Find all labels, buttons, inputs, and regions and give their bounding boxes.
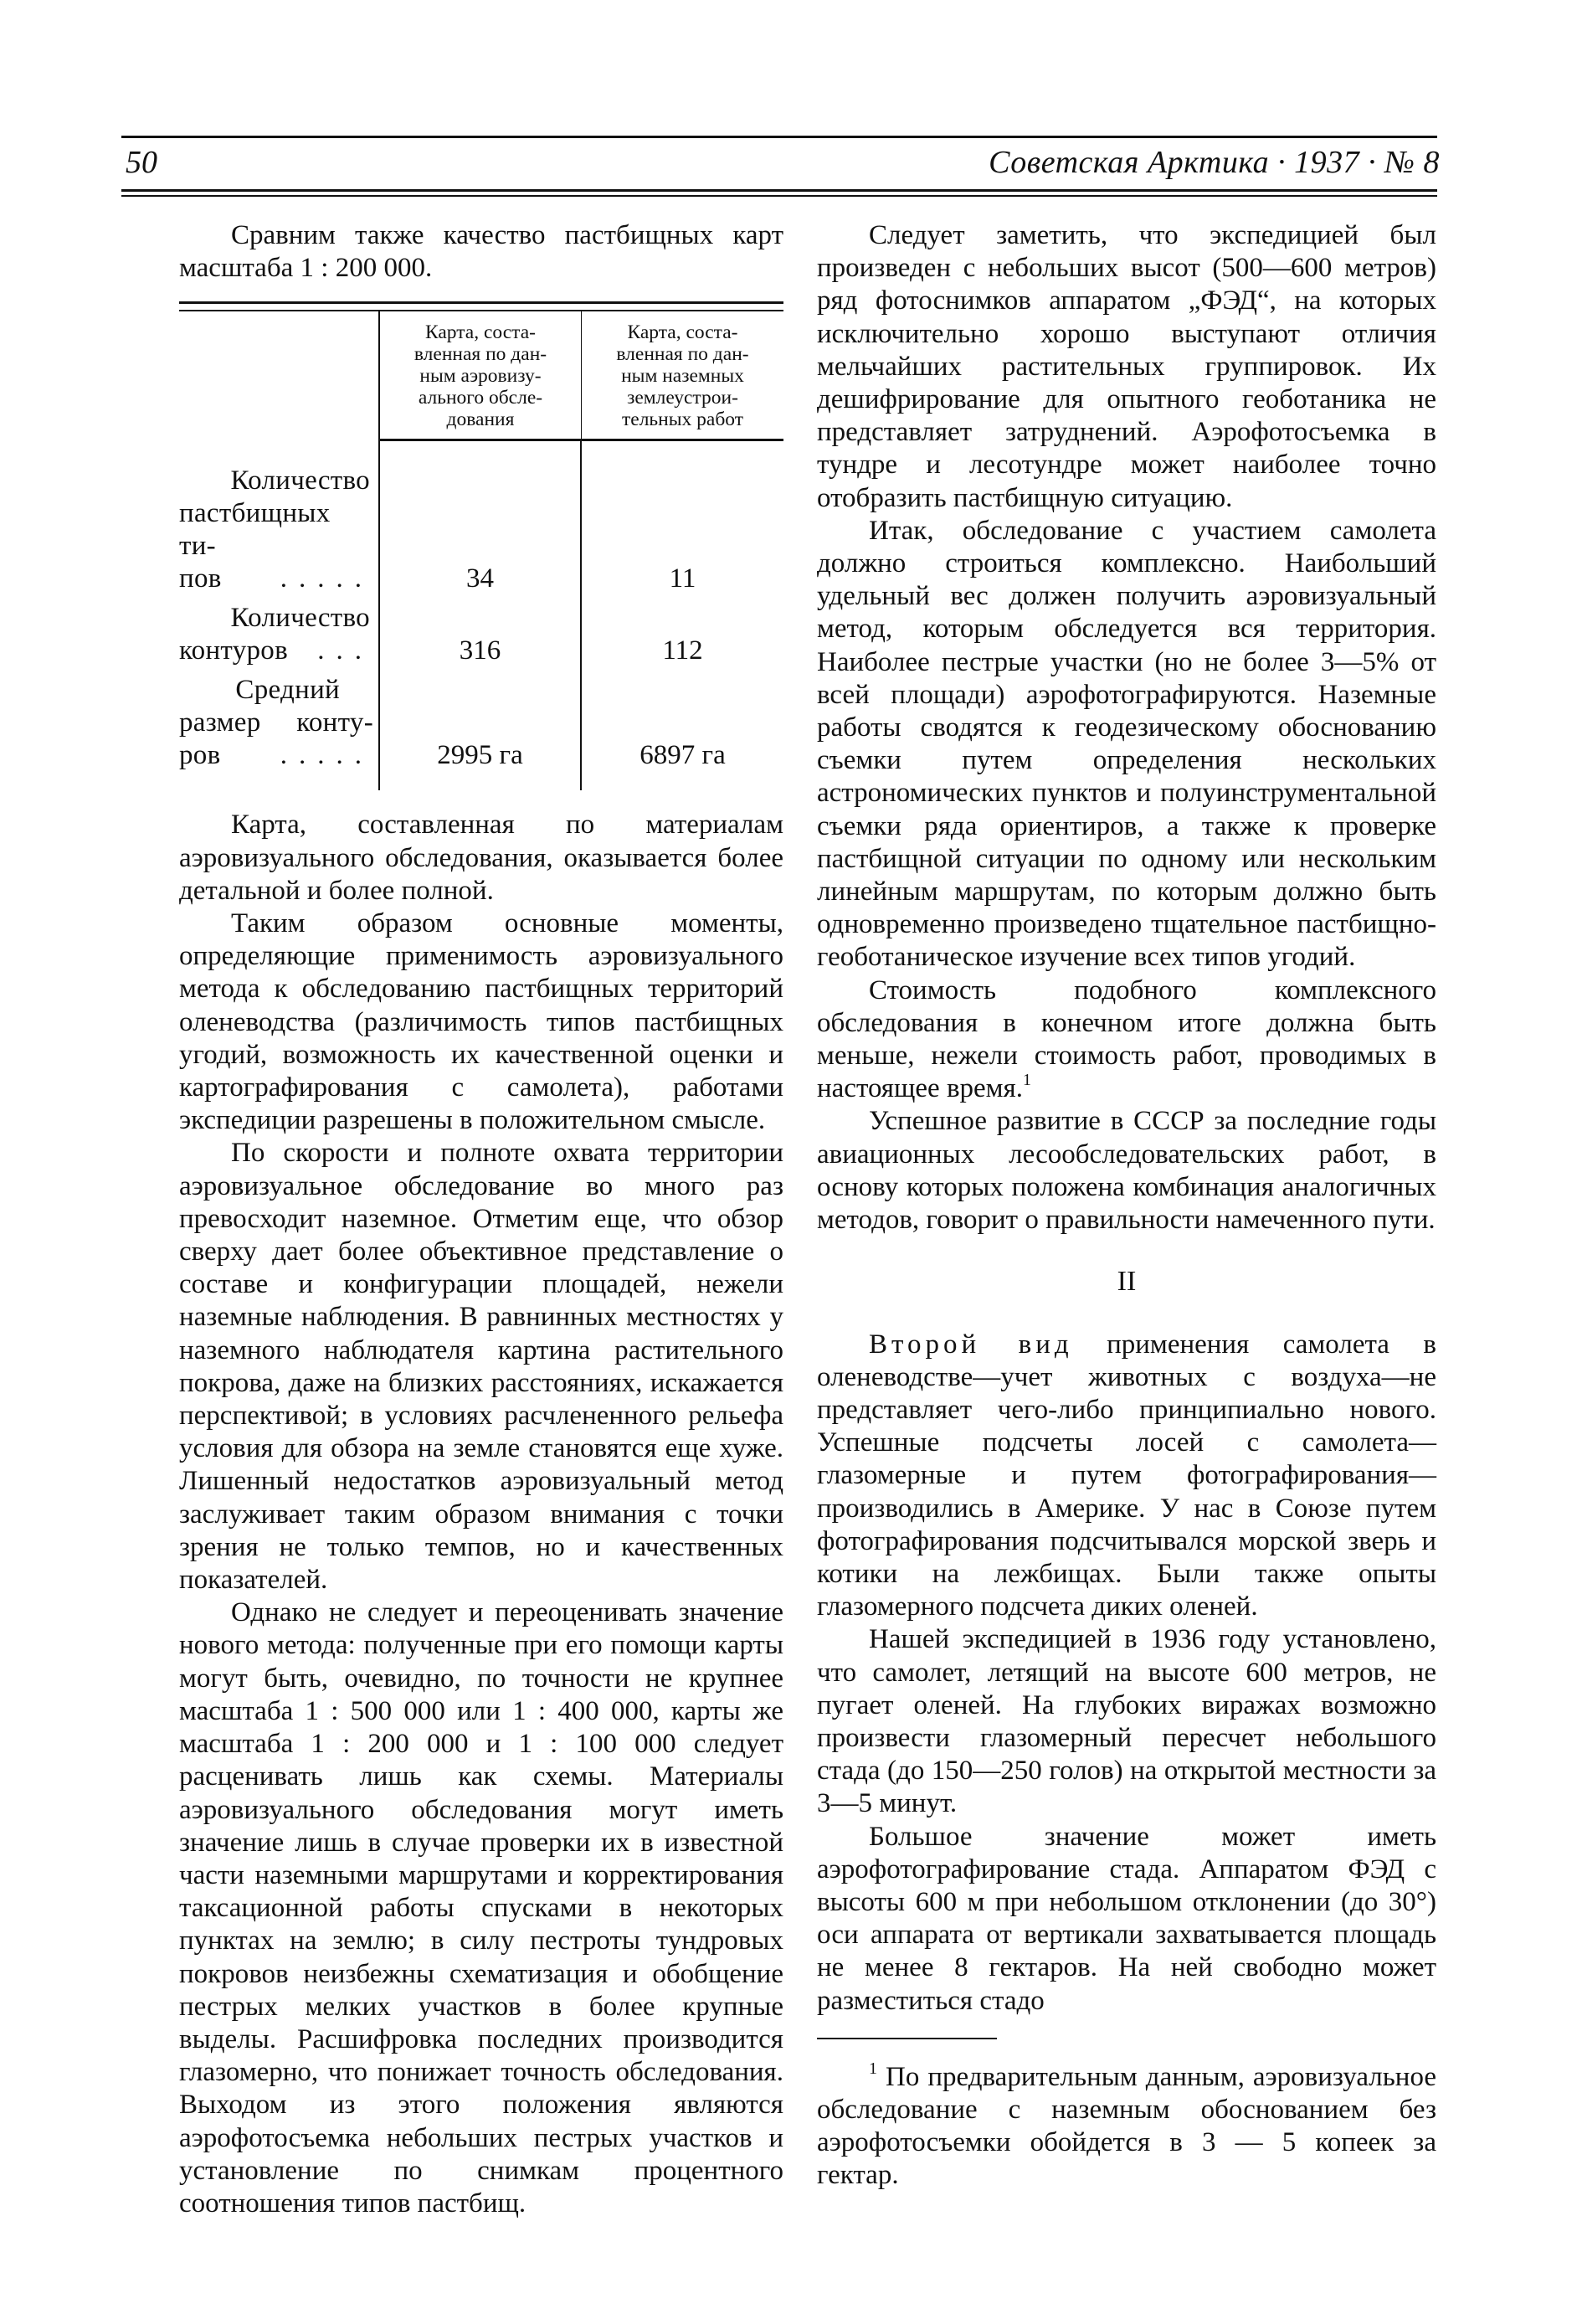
paragraph-text: применения самолета в оленеводстве—учет животных с воздуха—не представляет чего-либо принципиально нового. Успешные подсчеты лосей с самолета—глазомерные и путем фотографирования—производились в Америке. У нас в Союзе путем фотографирования подсчитывался морской зверь и котики на лежбищах. Были также опыты глазомерного подсчета диких оленей. [817,1329,1436,1622]
label-line: контуров [179,635,288,666]
leader-dots: ..... [280,740,373,771]
label-line: размер конту- [179,707,373,738]
leader-dots: ..... [280,563,373,594]
table-grid [179,311,783,790]
header-bottom-rule-2 [121,195,1437,197]
table-cell: 112 [662,635,703,666]
table-cell: 316 [380,602,582,667]
header-bottom-rule [121,189,1437,192]
table-cell: 11 [669,563,696,594]
table-cell: 6897 га [639,740,726,771]
table-spacer [380,667,582,674]
body-paragraph: Однако не следует и переоценивать значение нового метода: полученные при его помощи карты могут быть, очевидно, по точности не крупнее масштаба 1 : 500 000 или 1 : 400 000, карты же масштаба 1 : 200 000 и 1 : 100 000 следует расценивать лишь как схемы. Материалы аэровизуального обследования могут иметь значение лишь в случае проверки их в известной части наземными маршрутами и корректирования таксационной работы спусками в некоторых пунктах на землю; в силу пестроты тундровых покровов неизбежны схематизация и обобщение пестрых мелких участков в более крупные выделы. Расшифровка последних производится глазомерно, что понижает точность обследования. Выходом из этого положения являются аэрофотосъемка небольших пестрых участков и установление по снимкам процентного соотношения типов пастбищ. [179,1597,783,2219]
body-paragraph: Нашей экспедицией в 1936 году установлено, что самолет, летящий на высоте 600 метров, не пугает оленей. На глубоких виражах возможно произвести глазомерный пересчет небольшого стада (до 150—250 голов) на открытой местности за 3—5 минут. [817,1624,1436,1819]
page-number: 50 [126,145,157,180]
table-header-ground [582,311,783,441]
body-paragraph: Следует заметить, что экспедицией был произведен с небольших высот (500—600 метров) ряд фотоснимков аппаратом „ФЭД“, на которых исключительно хорошо выступают отличия мельчайших растительных группировок. Их дешифрирование для опытного геоботаника не представляет затруднений. Аэрофотосъемка в тундре и лесотундре может наиболее точно отобразить пастбищную ситуацию. [817,220,1436,513]
table-row-label [179,602,380,667]
table-spacer [380,441,582,465]
body-paragraph: По скорости и полноте охвата территории аэровизуальное обследование во много раз превосходит наземное. Отметим еще, что обзор сверху дает более объективное представление о составе и конфигурации площадей, нежели наземные наблюдения. В равнинных местностях у наземного наблюдателя картина растительного покрова, даже на близких расстояниях, искажается перспективой; в условиях расчлененного рельефа условия для обзора на земле становятся еще хуже. Лишенный недостатков аэровизуальный метод заслуживает таким образом внимания с точки зрения не только темпов, но и качественных показателей. [179,1138,783,1596]
header-line: Карта, соста- [627,321,738,344]
label-line: пов [179,563,222,594]
label-last-line [179,635,373,667]
header-line: Карта, соста- [425,321,536,344]
label-last-line [179,563,373,595]
header-line: тельных работ [622,409,743,431]
table-spacer [179,772,380,790]
label-last-line [179,739,373,772]
table-spacer [582,667,783,674]
footnote-rule [817,2038,997,2039]
header-top-rule [121,136,1437,138]
body-paragraph: Таким образом основные моменты, определяющие применимость аэровизуального метода к обследованию пастбищных территорий оленеводства (различимость типов пастбищных угодий, возможность их качественной оценки и картографирования с самолета), работами экспедиции разрешены в положительном смысле. [179,908,783,1136]
table-header-aerovisual [380,311,582,441]
header-line: вленная по дан- [413,343,547,366]
table-spacer [179,595,380,602]
table-spacer [582,772,783,790]
header-line: землеустрои- [627,387,738,409]
footnote-body: По предварительным данным, аэровизуальное обследование с наземным обоснованием без аэрофотосъемки обойдется в 3 — 5 копеек за гектар. [817,2061,1436,2191]
footnote-text [817,2061,1436,2193]
table-cell: 34 [380,465,582,595]
table-spacer [179,441,380,465]
footnote-reference[interactable]: 1 [1023,1071,1031,1090]
table-cell: 2995 га [380,674,582,772]
paragraph-text: Стоимость подобного комплексного обследования в конечном итоге должна быть меньше, нежели стоимость работ, проводимых в настоящее время. [817,974,1436,1104]
table-row-label [179,465,380,595]
body-paragraph: Успешное развитие в СССР за последние годы авиационных лесообследовательских работ, в основу которых положена комбинация аналогичных методов, говорит о правильности намеченного пути. [817,1106,1436,1236]
journal-title: Советская Арктика · 1937 · № 8 [989,145,1440,180]
table-header-stub [179,311,380,441]
table-row-label [179,674,380,772]
header-line: ального обсле- [418,387,543,409]
body-paragraph: Итак, обследование с участием самолета должно строиться комплексно. Наибольший удельный вес должен получить аэровизуальный метод, которым обследуется вся территория. Наиболее пестрые участки (но не более 3—5% от всей площади) аэрофотографируются. Наземные работы сводятся к геодезическому обоснованию съемки путем определения нескольких астрономических пунктов и полуинструментальной съемки ряда ориентиров, а также к проверке пастбищной ситуации по одному или нескольким линейным маршрутам, по которым должно быть одновременно произведено тщательное пастбищно-геоботаническое изучение всех типов угодий. [817,515,1436,973]
leader-dots: ... [317,635,373,666]
table-spacer [380,595,582,602]
header-line: ным аэровизу- [419,365,542,388]
table-spacer [582,441,783,465]
spaced-lead-words: Второй вид [869,1329,1073,1360]
comparison-table [179,301,783,790]
table-top-rule [179,301,783,304]
section-heading: II [1117,1266,1137,1298]
label-line: пастбищных ти- [179,498,331,562]
body-paragraph: Карта, составленная по материалам аэровизуального обследования, оказывается более детальной и более полной. [179,810,783,906]
header-line: ным наземных [621,365,744,388]
header-line: дования [446,409,515,431]
label-line: Количество [230,465,370,496]
header-line: вленная по дан- [616,343,749,366]
footnote-marker: 1 [869,2059,877,2078]
label-line: Количество [230,603,370,634]
table-spacer [179,667,380,674]
left-column [179,219,783,2220]
body-paragraph [817,1329,1436,1624]
footnote [817,2061,1436,2193]
body-paragraph [817,974,1436,1106]
label-line: ров [179,740,221,771]
intro-paragraph: Сравним также качество пастбищных карт масштаба 1 : 200 000. [179,220,783,284]
label-line: Средний [235,675,340,706]
table-spacer [380,772,582,790]
table-spacer [582,595,783,602]
body-paragraph: Большое значение может иметь аэрофотографирование стада. Аппаратом ФЭД с высоты 600 м при небольшом отклонении (до 30°) оси аппарата от вертикали захватывается площадь не менее 8 гектаров. На ней свободно может разместиться стадо [817,1821,1436,2016]
right-column [817,219,1436,2193]
